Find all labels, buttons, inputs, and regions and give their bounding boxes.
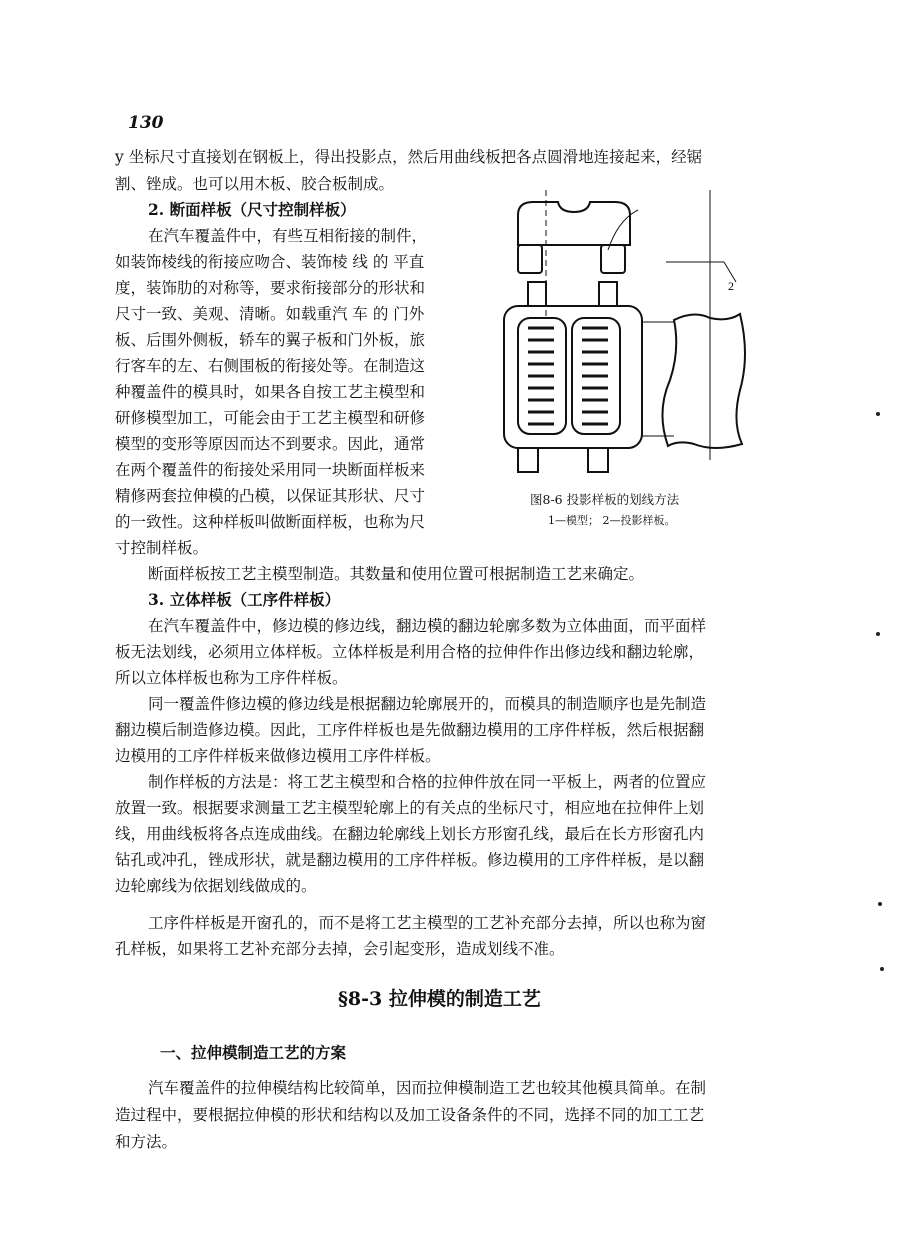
clamp-top [518,202,630,245]
subheading-section-template: 2. 断面样板（尺寸控制样板） [148,200,356,219]
nub [601,245,625,273]
text-line: 在两个覆盖件的衔接处采用同一块断面样板来 [115,461,426,479]
text-line: 边模用的工序件样板来做修边模用工序件样板。 [115,747,441,765]
scan-dot [880,967,884,971]
text-line: 在汽车覆盖件中，修边模的修边线，翻边模的翻边轮廓多数为立体曲面，而平面样 [148,617,707,635]
text-line: 断面样板按工艺主模型制造。其数量和使用位置可根据制造工艺来确定。 [148,565,645,583]
nub [528,282,546,306]
page-number: 130 [128,113,164,133]
text-line: 尺寸一致、美观、清晰。如载重汽 车 的 门外 [115,305,425,323]
text-line: 放置一致。根据要求测量工艺主模型轮廓上的有关点的坐标尺寸，相应地在拉伸件上划 [115,799,705,817]
text-line: 工序件样板是开窗孔的，而不是将工艺主模型的工艺补充部分去掉，所以也称为窗 [148,914,707,932]
scan-dot [878,902,882,906]
text-line: 同一覆盖件修边模的修边线是根据翻边轮廓展开的，而模具的制造顺序也是先制造 [148,695,707,713]
serpentine-lines [528,328,608,424]
figure-caption: 图8-6 投影样板的划线方法 [530,492,680,507]
text-line: 度，装饰肋的对称等，要求衔接部分的形状和 [115,279,426,297]
text-line: 孔样板，如果将工艺补充部分去掉，会引起变形，造成划线不准。 [115,940,565,958]
projected-template [662,314,745,448]
text-line: 研修模型加工，可能会由于工艺主模型和研修 [115,409,426,427]
nub [599,282,617,306]
figure-legend: 1—模型； 2—投影样板。 [548,514,676,527]
nub [518,245,542,273]
subheading-solid-template: 3. 立体样板（工序件样板） [148,590,341,609]
text-line: 造过程中，要根据拉伸模的形状和结构以及加工设备条件的不同，选择不同的加工工艺 [115,1106,705,1124]
text-line: 板无法划线，必须用立体样板。立体样板是利用合格的拉伸件作出修边线和翻边轮廓， [115,643,705,661]
text-line: 在汽车覆盖件中，有些互相衔接的制件， [148,227,428,245]
subsection-heading: 一、拉伸模制造工艺的方案 [160,1043,347,1062]
section-title: §8-3 拉伸模的制造工艺 [338,988,541,1010]
text-line: 行客车的左、右侧围板的衔接处等。在制造这 [115,357,426,375]
text-line: 寸控制样板。 [115,539,209,557]
text-line: 汽车覆盖件的拉伸模结构比较简单，因而拉伸模制造工艺也较其他模具简单。在制 [148,1079,707,1097]
text-line: 种覆盖件的模具时，如果各自按工艺主模型和 [115,383,426,401]
text-line: 所以立体样板也称为工序件样板。 [115,669,348,687]
foot [588,448,608,472]
text-line: 割、锉成。也可以用木板、胶合板制成。 [115,175,395,193]
scan-dot [876,412,880,416]
text-line: 精修两套拉伸模的凸模，以保证其形状、尺寸 [115,487,426,505]
text-line: 的一致性。这种样板叫做断面样板，也称为尺 [115,513,426,531]
text-line: 翻边模后制造修边模。因此，工序件样板也是先做翻边模用的工序件样板，然后根据翻 [115,721,705,739]
text-line: 板、后围外侧板，轿车的翼子板和门外板，旅 [115,331,426,349]
figure-label-2: 2 [728,279,734,293]
scan-dot [876,632,880,636]
text-line: 和方法。 [115,1133,178,1151]
text-line: 模型的变形等原因而达不到要求。因此，通常 [115,435,426,453]
foot [518,448,538,472]
text-line: 钻孔或冲孔，锉成形状，就是翻边模用的工序件样板。修边模用的工序件样板，是以翻 [115,851,705,869]
projection-template-figure [488,190,758,490]
text-line: y 坐标尺寸直接划在钢板上，得出投影点，然后用曲线板把各点圆滑地连接起来，经锯 [115,148,703,166]
text-line: 如装饰棱线的衔接应吻合、装饰棱 线 的 平直 [115,253,425,271]
text-line: 线，用曲线板将各点连成曲线。在翻边轮廓线上划长方形窗孔线，最后在长方形窗孔内 [115,825,705,843]
text-line: 制作样板的方法是：将工艺主模型和合格的拉伸件放在同一平板上，两者的位置应 [148,773,707,791]
text-line: 边轮廓线为依据划线做成的。 [115,877,317,895]
